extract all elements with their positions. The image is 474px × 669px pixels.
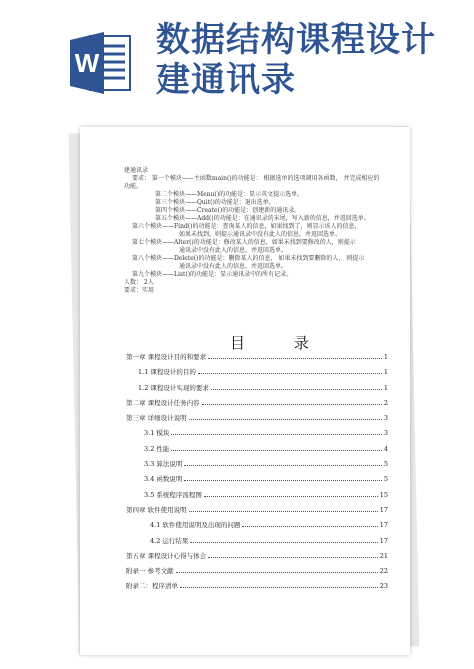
toc-entry-page: 17 xyxy=(379,536,388,545)
toc-entry[interactable] xyxy=(126,456,388,471)
toc-entry[interactable] xyxy=(126,349,388,364)
toc-leader-dots xyxy=(242,517,377,527)
banner-title-line1: 数据结构课程设计 xyxy=(156,20,436,60)
toc-entry-page: 5 xyxy=(383,460,388,469)
toc-entry-label: 第一章 课程设计目的和要求 xyxy=(126,353,207,361)
toc-leader-dots xyxy=(211,380,382,390)
toc-leader-dots xyxy=(184,471,381,481)
toc-leader-dots xyxy=(198,364,382,374)
toc-entry-page: 1 xyxy=(383,368,388,377)
requirements-section xyxy=(124,167,394,295)
toc-entry-page: 22 xyxy=(379,567,388,576)
table-of-contents xyxy=(126,349,388,594)
toc-entry-label: 附录一 参考文献 xyxy=(126,567,174,576)
toc-leader-dots xyxy=(189,502,378,512)
toc-leader-dots xyxy=(189,410,382,420)
toc-leader-dots xyxy=(184,456,381,466)
toc-leader-dots xyxy=(190,533,377,543)
requirement-line: 第二个模块——Menu()的功能是：显示英文提示选单。 xyxy=(155,191,304,198)
toc-leader-dots xyxy=(208,548,378,558)
requirement-line: 第九个模块——List()的功能是：显示通讯录中的所有记录。 xyxy=(132,271,293,278)
logo-letter: W xyxy=(74,48,100,78)
requirement-line: 建通讯录 xyxy=(124,167,149,174)
banner-title-line2: 建通讯录 xyxy=(156,60,296,100)
requirement-line: 功能。 xyxy=(124,183,143,190)
toc-entry-page: 23 xyxy=(379,582,388,591)
toc-entry-label: 第二章 课程设计任务内容 xyxy=(126,398,200,407)
requirement-line: 第六个模块——Find()的功能是：查询某人的信息，如果找到了，则显示该人的信息， xyxy=(132,223,361,230)
toc-entry-label: 3.3 算法说明 xyxy=(144,460,183,469)
toc-entry[interactable] xyxy=(126,563,388,578)
requirement-line: 第八个模块——Delete()的功能是：删除某人的信息， 如果未找到要删除的人， 则提示 xyxy=(132,255,365,262)
toc-entry-label: 3.5 系统程序流程图 xyxy=(144,490,202,499)
toc-entry[interactable] xyxy=(126,533,388,548)
toc-entry[interactable] xyxy=(126,380,388,395)
toc-entry-page: 15 xyxy=(379,490,388,499)
requirement-line: 要求：实用 xyxy=(124,287,155,294)
toc-entry-page: 17 xyxy=(379,521,388,530)
requirement-line: 第三个模块——Quit()的功能是：退出选单。 xyxy=(155,199,275,206)
toc-entry[interactable] xyxy=(126,364,388,379)
requirement-line: 第五个模块——Add()的功能是：在通讯录的末尾，写入新的信息，并返回选单。 xyxy=(155,215,370,222)
toc-entry-page: 1 xyxy=(383,353,388,361)
toc-leader-dots xyxy=(208,349,382,359)
toc-leader-dots xyxy=(176,563,378,573)
toc-leader-dots xyxy=(171,425,381,435)
toc-entry-label: 第四章 软件使用说明 xyxy=(126,505,187,514)
toc-entry-page: 4 xyxy=(383,444,388,453)
toc-entry-label: 附录二：程序清单 xyxy=(126,582,178,591)
toc-entry[interactable] xyxy=(126,471,388,486)
toc-entry-label: 3.2 性能 xyxy=(144,444,170,453)
toc-entry[interactable] xyxy=(126,395,388,410)
toc-entry-page: 1 xyxy=(383,383,388,392)
toc-entry-page: 21 xyxy=(379,551,388,560)
toc-entry[interactable] xyxy=(126,425,388,440)
requirement-line: 第四个模块——Create()的功能是：创建新的通讯录。 xyxy=(155,207,301,214)
toc-entry-label: 3.1 模块 xyxy=(144,429,170,438)
toc-entry-page: 3 xyxy=(383,414,388,423)
requirement-line: 第七个模块——Alter()的功能是：修改某人的信息，如果未找到要修改的人，则提示 xyxy=(132,239,356,246)
toc-entry-label: 1.1 课程设计的目的 xyxy=(138,368,196,377)
toc-leader-dots xyxy=(204,487,378,497)
toc-entry-page: 17 xyxy=(379,505,388,514)
toc-entry-page: 5 xyxy=(383,475,388,484)
toc-entry[interactable] xyxy=(126,502,388,517)
toc-entry-page: 2 xyxy=(383,398,388,407)
toc-entry-label: 第五章 课程设计心得与体会 xyxy=(126,551,207,560)
toc-entry-label: 3.4 函数说明 xyxy=(144,475,183,484)
word-document-icon xyxy=(70,30,132,96)
toc-entry-label: 4.2 运行结果 xyxy=(150,536,189,545)
toc-entry[interactable] xyxy=(126,548,388,563)
requirement-line: 要求： 第一个模块——主函数main()的功能是： 根据选单的选项调用各函数， 并完成相应的 xyxy=(132,175,380,182)
requirement-line: 如果未找到，则提示通讯录中没有此人的信息，并返回选单。 xyxy=(179,231,342,238)
toc-entry-page: 3 xyxy=(383,429,388,438)
toc-entry[interactable] xyxy=(126,578,388,593)
requirement-line: 通讯录中没有此人的信息，并返回选单。 xyxy=(179,263,288,270)
toc-entry-label: 1.2 课程设计实现的要求 xyxy=(138,383,209,392)
toc-entry-label: 4.1 软件使用说明及出现的问题 xyxy=(150,521,241,530)
banner-title xyxy=(156,20,436,100)
banner xyxy=(0,0,474,125)
toc-entry[interactable] xyxy=(126,517,388,532)
toc-entry[interactable] xyxy=(126,441,388,456)
requirement-line: 通讯录中没有此人的信息，并返回选单。 xyxy=(179,247,288,254)
requirement-line: 人数： 2人 xyxy=(124,279,154,286)
toc-entry-label: 第三章 详细设计说明 xyxy=(126,414,187,423)
toc-leader-dots xyxy=(180,578,378,588)
toc-entry[interactable] xyxy=(126,487,388,502)
toc-title: 目 录 xyxy=(230,334,331,352)
toc-entry[interactable] xyxy=(126,410,388,425)
toc-leader-dots xyxy=(171,441,381,451)
toc-leader-dots xyxy=(202,395,382,405)
